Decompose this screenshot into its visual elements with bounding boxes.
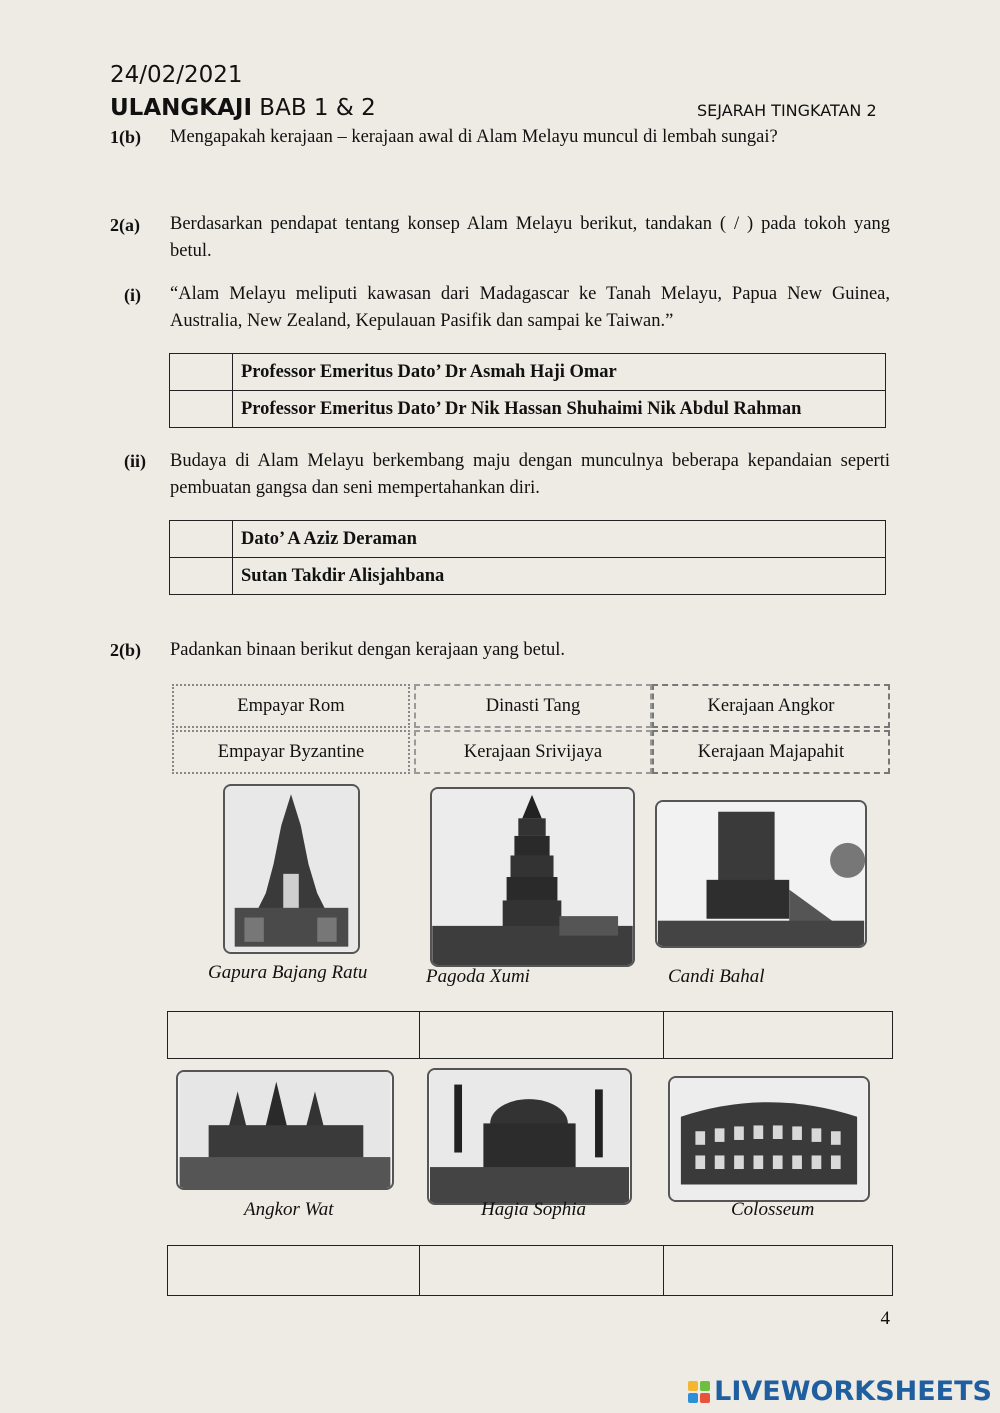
table-row bbox=[168, 1012, 893, 1059]
caption-angkor-wat: Angkor Wat bbox=[244, 1199, 334, 1220]
gapura-bajang-ratu-image bbox=[223, 784, 360, 954]
question-number-2b: 2(b) bbox=[110, 640, 141, 660]
table-row bbox=[170, 391, 886, 428]
tick-table-2a-ii bbox=[169, 520, 886, 595]
option-label: Professor Emeritus Dato’ Dr Nik Hassan Shuhaimi Nik Abdul Rahman bbox=[233, 391, 886, 428]
option-label: Professor Emeritus Dato’ Dr Asmah Haji Omar bbox=[233, 354, 886, 391]
title-rest: BAB 1 & 2 bbox=[252, 95, 376, 121]
choice-grid bbox=[172, 684, 892, 774]
caption-hagia-sophia: Hagia Sophia bbox=[481, 1199, 587, 1220]
angkor-wat-image bbox=[176, 1070, 394, 1190]
option-label: Dato’ A Aziz Deraman bbox=[233, 521, 886, 558]
question-number-2a-ii: (ii) bbox=[124, 451, 146, 471]
question-number-1b: 1(b) bbox=[110, 127, 141, 147]
caption-pagoda-xumi: Pagoda Xumi bbox=[426, 966, 530, 987]
brand-text: LIVEWORKSHEETS bbox=[714, 1376, 992, 1407]
question-text-1b: Mengapakah kerajaan – kerajaan awal di Alam Melayu muncul di lembah sungai? bbox=[170, 127, 778, 147]
caption-candi-bahal: Candi Bahal bbox=[668, 966, 765, 987]
answer-drop-zone[interactable] bbox=[168, 1012, 420, 1059]
tick-box[interactable] bbox=[170, 521, 233, 558]
table-row bbox=[170, 354, 886, 391]
tick-box[interactable] bbox=[170, 391, 233, 428]
option-label: Sutan Takdir Alisjahbana bbox=[233, 558, 886, 595]
tick-box[interactable] bbox=[170, 354, 233, 391]
hagia-sophia-image bbox=[427, 1068, 632, 1205]
candi-bahal-image bbox=[655, 800, 867, 948]
choice-kerajaan-majapahit[interactable]: Kerajaan Majapahit bbox=[652, 730, 890, 774]
choice-kerajaan-srivijaya[interactable]: Kerajaan Srivijaya bbox=[414, 730, 652, 774]
date: 24/02/2021 bbox=[110, 62, 243, 88]
question-text-2a-ii: Budaya di Alam Melayu berkembang maju dengan munculnya beberapa kepandaian seperti pembuatan gangsa dan seni mempertahankan diri. bbox=[170, 451, 890, 498]
answer-drop-zone[interactable] bbox=[664, 1012, 893, 1059]
liveworksheets-logo bbox=[688, 1376, 992, 1407]
question-number-2a-i: (i) bbox=[124, 285, 141, 305]
answer-table-row1 bbox=[167, 1011, 893, 1059]
colosseum-image bbox=[668, 1076, 870, 1202]
answer-drop-zone[interactable] bbox=[420, 1246, 664, 1296]
answer-drop-zone[interactable] bbox=[168, 1246, 420, 1296]
subject-label: SEJARAH TINGKATAN 2 bbox=[697, 101, 877, 120]
choice-kerajaan-angkor[interactable]: Kerajaan Angkor bbox=[652, 684, 890, 728]
choice-empayar-byzantine[interactable]: Empayar Byzantine bbox=[172, 730, 410, 774]
table-row bbox=[170, 558, 886, 595]
page-number: 4 bbox=[880, 1308, 890, 1329]
choice-dinasti-tang[interactable]: Dinasti Tang bbox=[414, 684, 652, 728]
answer-drop-zone[interactable] bbox=[664, 1246, 893, 1296]
caption-gapura-bajang-ratu: Gapura Bajang Ratu bbox=[208, 962, 368, 983]
pagoda-xumi-image bbox=[430, 787, 635, 967]
tick-box[interactable] bbox=[170, 558, 233, 595]
table-row bbox=[168, 1246, 893, 1296]
page-title bbox=[110, 95, 376, 121]
tick-table-2a-i bbox=[169, 353, 886, 428]
answer-drop-zone[interactable] bbox=[420, 1012, 664, 1059]
choice-empayar-rom[interactable]: Empayar Rom bbox=[172, 684, 410, 728]
question-text-2a: Berdasarkan pendapat tentang konsep Alam Melayu berikut, tandakan ( / ) pada tokoh yang betul. bbox=[170, 214, 890, 261]
caption-colosseum: Colosseum bbox=[731, 1199, 815, 1220]
answer-table-row2 bbox=[167, 1245, 893, 1296]
title-bold: ULANGKAJI bbox=[110, 95, 252, 121]
question-text-2a-i: “Alam Melayu meliputi kawasan dari Madagascar ke Tanah Melayu, Papua New Guinea, Australia, New Zealand, Kepulauan Pasifik dan sampai ke Taiwan.” bbox=[170, 284, 890, 331]
table-row bbox=[170, 521, 886, 558]
question-text-2b: Padankan binaan berikut dengan kerajaan yang betul. bbox=[170, 640, 566, 660]
question-number-2a: 2(a) bbox=[110, 215, 140, 235]
liveworksheets-icon bbox=[688, 1381, 710, 1403]
